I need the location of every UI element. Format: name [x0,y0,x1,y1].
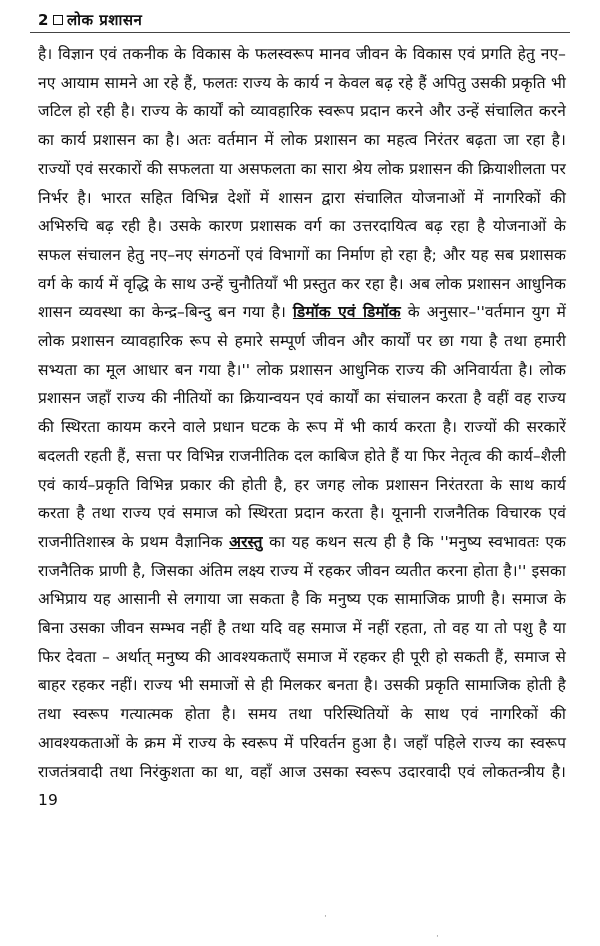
square-bullet-icon [53,15,63,25]
scan-speck: · [436,932,439,942]
scan-speck: · [324,912,327,922]
page-body [38,40,566,815]
header-rule [30,32,570,33]
footnote-reference: 19 [38,791,58,810]
running-head [38,10,142,30]
page-number: 2 [38,11,49,29]
body-text-part-1: है। विज्ञान एवं तकनीक के विकास के फलस्वरूप मानव जीवन के विकास एवं प्रगति हेतु नए–नए आयाम सामने आ रहे हैं, फलतः राज्य के कार्य न केवल बढ़ रहे हैं अपितु उसकी प्रकृति भी जटिल हो रही है। राज्य के कार्यों को व्यावहारिक स्वरूप प्रदान करने और उन्हें संचालित करने का कार्य प्रशासन का है। अतः वर्तमान में लोक प्रशासन का महत्व निरंतर बढ़ता जा रहा है। राज्यों एवं सरकारों की सफलता या असफलता का सारा श्रेय लोक प्रशासन की क्रियाशीलता पर निर्भर है। भारत सहित विभिन्न देशों में शासन द्वारा संचालित योजनाओं में नागरिकों की अभिरुचि बढ़ रही है। उसके कारण प्रशासक वर्ग का उत्तरदायित्व बढ़ रहा है योजनाओं के सफल संचालन हेतु नए–नए संगठनों एवं विभागों का निर्माण हो रहा है; और यह सब प्रशासक वर्ग के कार्य में वृद्धि के साथ उन्हें चुनौतियाँ भी प्रस्तुत कर रहा है। अब लोक प्रशासन आधुनिक शासन व्यवस्था का केन्द्र–बिन्दु बन गया है। [38,45,566,322]
body-text-part-2: के अनुसार–''वर्तमान युग में लोक प्रशासन व्यावहारिक रूप से हमारे सम्पूर्ण जीवन और कार्यों पर छा गया है तथा हमारी सभ्यता का मूल आधार बन गया है।'' लोक प्रशासन आधुनिक राज्य की अनिवार्यता है। लोक प्रशासन जहाँ राज्य की नीतियों का क्रियान्वयन एवं कार्यों का संचालन करता है वहीं वह राज्य की स्थिरता कायम करने वाले प्रधान घटक के रूप में भी कार्य करता है। राज्यों की सरकारें बदलती रहती हैं, सत्ता पर विभिन्न राजनीतिक दल काबिज होते हैं या फिर नेतृत्व की कार्य–शैली एवं कार्य–प्रकृति विभिन्न प्रकार की होती है, हर जगह लोक प्रशासन निरंतरता के साथ कार्य करता है तथा राज्य एवं समाज को स्थिरता प्रदान करता है। यूनानी राजनैतिक विचारक एवं राजनीतिशास्त्र के प्रथम वैज्ञानिक [38,303,567,551]
author-reference-dimock: डिमॉक एवं डिमॉक [292,303,401,322]
body-paragraph [38,40,566,815]
author-reference-aristotle: अरस्तु [229,532,263,551]
running-title: लोक प्रशासन [66,11,143,29]
body-text-part-3: का यह कथन सत्य ही है कि ''मनुष्य स्वभावतः एक राजनैतिक प्राणी है, जिसका अंतिम लक्ष्य राज्य में रहकर जीवन व्यतीत करना होता है।'' इसका अभिप्राय यह आसानी से लगाया जा सकता है कि मनुष्य एक सामाजिक प्राणी है। समाज के बिना उसका जीवन सम्भव नहीं है तथा यदि वह समाज में नहीं रहता, तो वह या तो पशु है या फिर देवता – अर्थात् मनुष्य की आवश्यकताएँ समाज में रहकर ही पूरी हो सकती हैं, समाज से बाहर रहकर नहीं। राज्य भी समाजों से ही मिलकर बनता है। उसकी प्रकृति सामाजिक होती है तथा स्वरूप गत्यात्मक होता है। समय तथा परिस्थितियों के साथ एवं नागरिकों की आवश्यकताओं के क्रम में राज्य के स्वरूप में परिवर्तन हुआ है। जहाँ पहिले राज्य का स्वरूप राजतंत्रवादी तथा निरंकुशता का था, वहाँ आज उसका स्वरूप उदारवादी एवं लोकतन्त्रीय है। [38,532,567,781]
